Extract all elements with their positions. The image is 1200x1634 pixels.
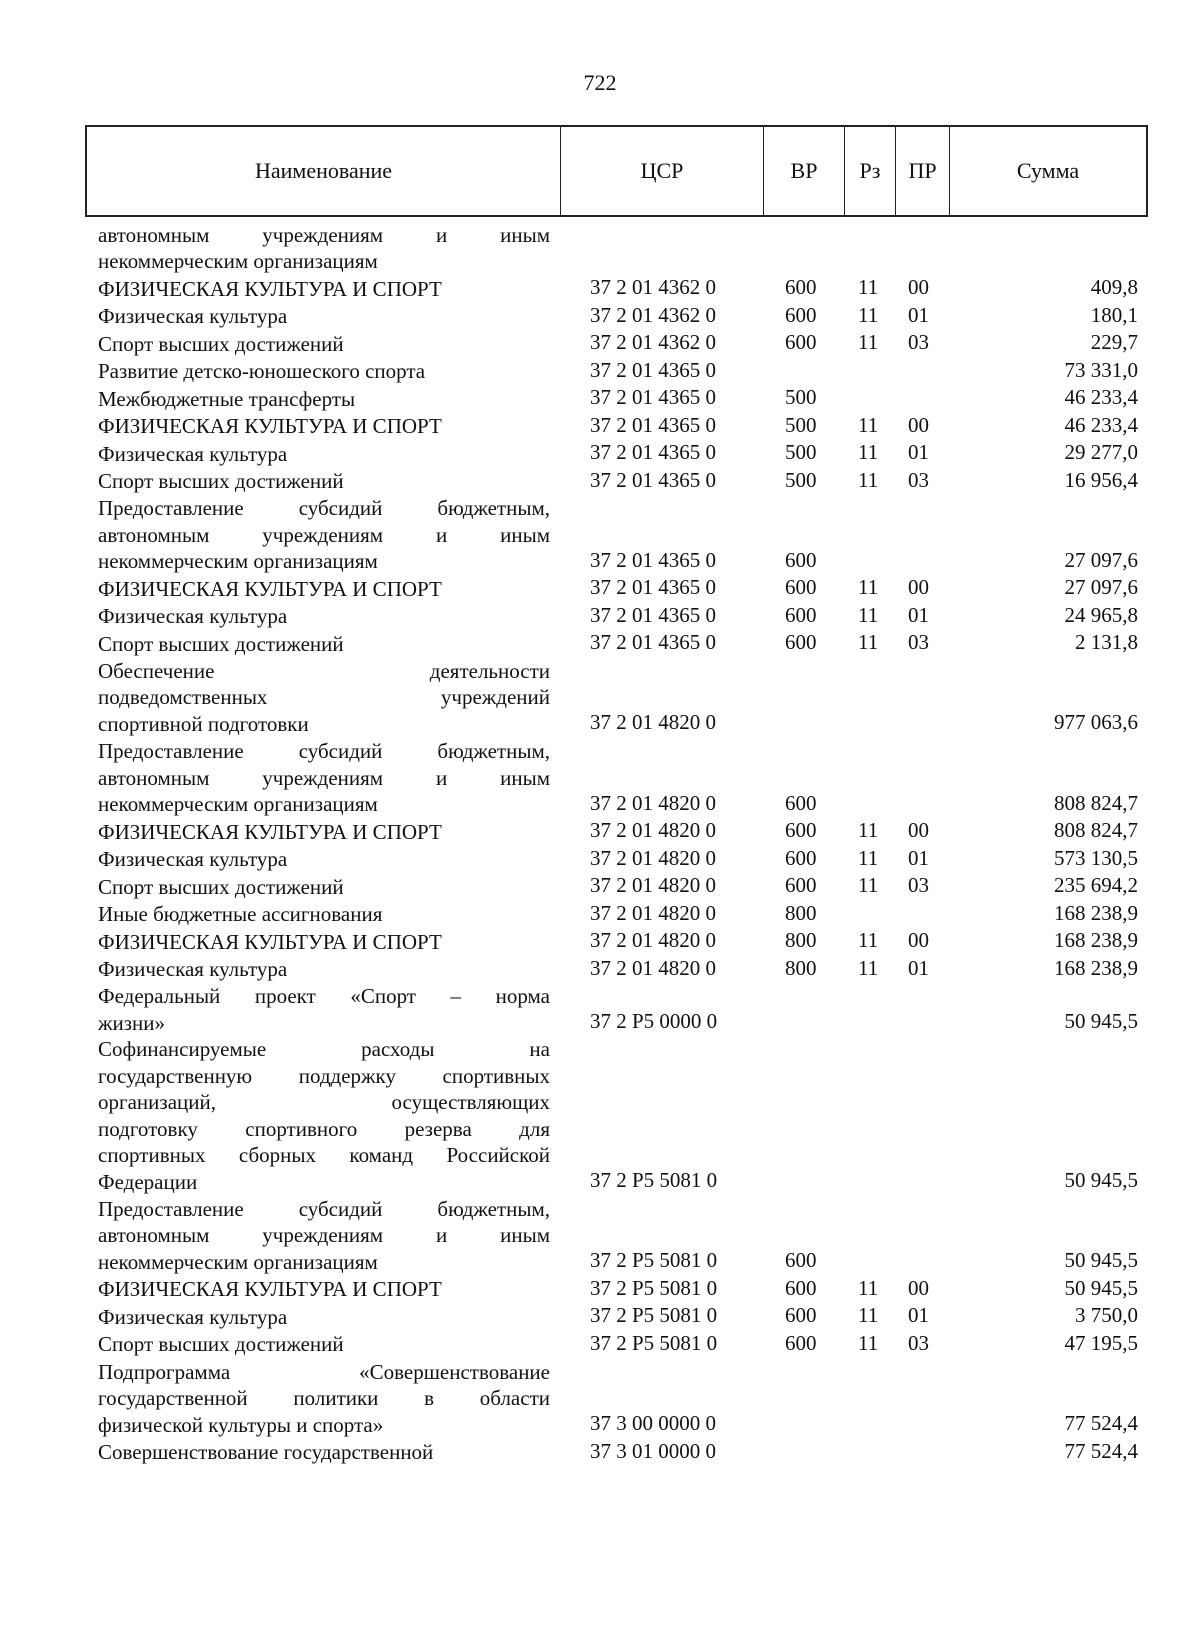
table-row — [0, 1195, 1200, 1275]
row-name — [98, 1304, 550, 1331]
row-rz: 11 — [858, 602, 879, 627]
page-number: 722 — [583, 70, 617, 95]
row-name — [98, 331, 550, 358]
row-name-line: автономным учреждениям и иным — [98, 1223, 550, 1248]
row-name-line: Спорт высших достижений — [98, 331, 344, 356]
row-rz: 11 — [858, 412, 879, 437]
row-name-line: ФИЗИЧЕСКАЯ КУЛЬТУРА И СПОРТ — [98, 414, 442, 439]
row-sum: 168 238,9 — [1054, 955, 1138, 980]
row-name — [98, 1359, 550, 1439]
row-pr: 01 — [908, 1303, 929, 1328]
row-pr: 01 — [908, 955, 929, 980]
row-sum: 3 750,0 — [1075, 1303, 1138, 1328]
row-name — [98, 276, 550, 303]
row-rz: 11 — [858, 1275, 879, 1300]
table-row — [0, 302, 1200, 330]
row-csr: 37 2 01 4365 0 — [590, 467, 716, 492]
row-name — [98, 901, 550, 928]
row-name-line: ФИЗИЧЕСКАЯ КУЛЬТУРА И СПОРТ — [98, 819, 442, 844]
row-name-line: Развитие детско-юношеского спорта — [98, 359, 426, 384]
row-name-line: Предоставление субсидий бюджетным, — [98, 1196, 550, 1221]
row-vr: 600 — [785, 1275, 817, 1300]
row-name-line: Подпрограмма «Совершенствование — [98, 1359, 550, 1384]
row-name — [98, 983, 550, 1036]
row-name-line: Предоставление субсидий бюджетным, — [98, 739, 550, 764]
table-row — [0, 575, 1200, 603]
row-csr: 37 2 01 4820 0 — [590, 790, 716, 815]
row-pr: 00 — [908, 412, 929, 437]
row-name-line: Федеральный проект «Спорт – норма — [98, 984, 550, 1009]
table-row — [0, 385, 1200, 413]
row-name — [98, 603, 550, 630]
row-csr: 37 2 01 4362 0 — [590, 275, 716, 300]
row-sum: 27 097,6 — [1064, 575, 1138, 600]
table-row — [0, 955, 1200, 983]
row-name — [98, 956, 550, 983]
row-name — [98, 1196, 550, 1276]
row-sum: 73 331,0 — [1064, 357, 1138, 382]
row-name-line: Спорт высших достижений — [98, 1332, 344, 1357]
table-row — [0, 900, 1200, 928]
row-name-line: некоммерческим организациям — [98, 1249, 378, 1274]
row-sum: 47 195,5 — [1064, 1330, 1138, 1355]
table-row — [0, 657, 1200, 737]
table-row — [0, 357, 1200, 385]
row-name-line: автономным учреждениям и иным — [98, 222, 550, 247]
row-vr: 500 — [785, 467, 817, 492]
row-name-line: некоммерческим организациям — [98, 549, 378, 574]
row-vr: 600 — [785, 818, 817, 843]
row-vr: 600 — [785, 302, 817, 327]
row-name-line: Физическая культура — [98, 1304, 288, 1329]
row-sum: 573 130,5 — [1054, 845, 1138, 870]
row-vr: 600 — [785, 790, 817, 815]
row-rz: 11 — [858, 630, 879, 655]
row-csr: 37 2 01 4820 0 — [590, 873, 716, 898]
table-row — [0, 1358, 1200, 1438]
row-vr: 600 — [785, 575, 817, 600]
table-row — [0, 873, 1200, 901]
row-pr: 00 — [908, 928, 929, 953]
table-row — [0, 495, 1200, 575]
row-csr: 37 2 01 4365 0 — [590, 602, 716, 627]
row-pr: 00 — [908, 575, 929, 600]
row-csr: 37 2 01 4820 0 — [590, 710, 716, 735]
row-csr: 37 2 P5 5081 0 — [590, 1248, 718, 1273]
row-pr: 00 — [908, 275, 929, 300]
row-sum: 977 063,6 — [1054, 710, 1138, 735]
table-row — [0, 1303, 1200, 1331]
row-sum: 409,8 — [1090, 275, 1138, 300]
row-pr: 03 — [908, 1330, 929, 1355]
row-rz: 11 — [858, 845, 879, 870]
row-vr: 800 — [785, 900, 817, 925]
header-rz: Рз — [845, 127, 896, 215]
row-rz: 11 — [858, 440, 879, 465]
table-row — [0, 467, 1200, 495]
row-name-line: Физическая культура — [98, 847, 288, 872]
row-csr: 37 2 01 4365 0 — [590, 357, 716, 382]
row-name-line: автономным учреждениям и иным — [98, 765, 550, 790]
row-pr: 00 — [908, 818, 929, 843]
row-rz: 11 — [858, 818, 879, 843]
row-name-line: жизни» — [98, 1010, 166, 1035]
row-name-line: автономным учреждениям и иным — [98, 522, 550, 547]
row-vr: 600 — [785, 1248, 817, 1273]
row-rz: 11 — [858, 302, 879, 327]
table-row — [0, 1330, 1200, 1358]
row-csr: 37 3 00 0000 0 — [590, 1411, 716, 1436]
row-csr: 37 2 P5 5081 0 — [590, 1275, 718, 1300]
row-pr: 03 — [908, 873, 929, 898]
row-sum: 50 945,5 — [1064, 1248, 1138, 1273]
row-sum: 229,7 — [1090, 330, 1138, 355]
table-row — [0, 221, 1200, 275]
row-name-line: Физическая культура — [98, 604, 288, 629]
row-sum: 168 238,9 — [1054, 900, 1138, 925]
row-name-line: Спорт высших достижений — [98, 631, 344, 656]
row-pr: 01 — [908, 440, 929, 465]
table-row — [0, 440, 1200, 468]
row-csr: 37 3 01 0000 0 — [590, 1438, 716, 1463]
row-csr: 37 2 P5 0000 0 — [590, 1009, 718, 1034]
row-csr: 37 2 01 4365 0 — [590, 547, 716, 572]
row-name — [98, 819, 550, 846]
row-rz: 11 — [858, 873, 879, 898]
row-name-line: Спорт высших достижений — [98, 874, 344, 899]
row-name-line: ФИЗИЧЕСКАЯ КУЛЬТУРА И СПОРТ — [98, 276, 442, 301]
row-csr: 37 2 01 4365 0 — [590, 630, 716, 655]
row-name — [98, 495, 550, 575]
row-sum: 50 945,5 — [1064, 1168, 1138, 1193]
table-row — [0, 1036, 1200, 1195]
row-name-line: ФИЗИЧЕСКАЯ КУЛЬТУРА И СПОРТ — [98, 576, 442, 601]
row-pr: 03 — [908, 467, 929, 492]
row-csr: 37 2 01 4365 0 — [590, 412, 716, 437]
table-row — [0, 1438, 1200, 1466]
row-vr: 500 — [785, 440, 817, 465]
row-csr: 37 2 01 4820 0 — [590, 955, 716, 980]
row-rz: 11 — [858, 275, 879, 300]
row-vr: 800 — [785, 955, 817, 980]
row-csr: 37 2 P5 5081 0 — [590, 1168, 718, 1193]
row-name-line: Обеспечение деятельности — [98, 658, 550, 683]
row-csr: 37 2 01 4365 0 — [590, 575, 716, 600]
row-pr: 03 — [908, 330, 929, 355]
row-csr: 37 2 P5 5081 0 — [590, 1330, 718, 1355]
row-name-line: спортивной подготовки — [98, 711, 309, 736]
row-name — [98, 358, 550, 385]
row-name-line: Предоставление субсидий бюджетным, — [98, 496, 550, 521]
row-sum: 27 097,6 — [1064, 547, 1138, 572]
table-row — [0, 818, 1200, 846]
table-row — [0, 1275, 1200, 1303]
row-name — [98, 1276, 550, 1303]
header-vr: ВР — [764, 127, 845, 215]
table-row — [0, 630, 1200, 658]
row-sum: 50 945,5 — [1064, 1009, 1138, 1034]
row-name — [98, 1439, 550, 1466]
row-rz: 11 — [858, 1330, 879, 1355]
header-pr: ПР — [896, 127, 950, 215]
row-pr: 01 — [908, 845, 929, 870]
row-name-line: подготовку спортивного резерва для — [98, 1116, 550, 1141]
row-name-line: Физическая культура — [98, 304, 288, 329]
row-name-line: Иные бюджетные ассигнования — [98, 902, 383, 927]
row-pr: 03 — [908, 630, 929, 655]
table-row — [0, 412, 1200, 440]
table-row — [0, 737, 1200, 817]
row-pr: 01 — [908, 302, 929, 327]
table-body — [0, 221, 1200, 1466]
row-csr: 37 2 01 4820 0 — [590, 900, 716, 925]
row-vr: 600 — [785, 275, 817, 300]
row-name-line: государственной политики в области — [98, 1386, 550, 1411]
row-pr: 00 — [908, 1275, 929, 1300]
row-name-line: спортивных сборных команд Российской — [98, 1143, 550, 1168]
row-name-line: организаций, осуществляющих — [98, 1090, 550, 1115]
row-rz: 11 — [858, 575, 879, 600]
row-sum: 46 233,4 — [1064, 412, 1138, 437]
row-name-line: государственную поддержку спортивных — [98, 1063, 550, 1088]
table-row — [0, 928, 1200, 956]
row-rz: 11 — [858, 955, 879, 980]
table-header — [85, 125, 1148, 217]
row-name-line: ФИЗИЧЕСКАЯ КУЛЬТУРА И СПОРТ — [98, 929, 442, 954]
row-name-line: Спорт высших достижений — [98, 469, 344, 494]
row-name — [98, 658, 550, 738]
row-name — [98, 1036, 550, 1195]
row-name — [98, 386, 550, 413]
header-name: Наименование — [87, 127, 561, 215]
row-name-line: Федерации — [98, 1169, 198, 1194]
row-sum: 46 233,4 — [1064, 385, 1138, 410]
table-row — [0, 275, 1200, 303]
row-name-line: подведомственных учреждений — [98, 685, 550, 710]
row-sum: 50 945,5 — [1064, 1275, 1138, 1300]
row-name-line: Физическая культура — [98, 441, 288, 466]
table-row — [0, 330, 1200, 358]
row-csr: 37 2 01 4362 0 — [590, 302, 716, 327]
row-rz: 11 — [858, 330, 879, 355]
row-csr: 37 2 P5 5081 0 — [590, 1303, 718, 1328]
row-name — [98, 738, 550, 818]
row-vr: 500 — [785, 412, 817, 437]
row-csr: 37 2 01 4820 0 — [590, 928, 716, 953]
row-name-line: некоммерческим организациям — [98, 792, 378, 817]
row-name-line: ФИЗИЧЕСКАЯ КУЛЬТУРА И СПОРТ — [98, 1277, 442, 1302]
row-sum: 808 824,7 — [1054, 818, 1138, 843]
row-name-line: Совершенствование государственной — [98, 1440, 434, 1465]
header-sum: Сумма — [1016, 158, 1080, 183]
row-name-line: Физическая культура — [98, 957, 288, 982]
row-sum: 235 694,2 — [1054, 873, 1138, 898]
row-vr: 800 — [785, 928, 817, 953]
row-csr: 37 2 01 4362 0 — [590, 330, 716, 355]
row-vr: 600 — [785, 630, 817, 655]
row-sum: 24 965,8 — [1064, 602, 1138, 627]
row-csr: 37 2 01 4365 0 — [590, 440, 716, 465]
row-name — [98, 874, 550, 901]
row-name-line: Софинансируемые расходы на — [98, 1037, 550, 1062]
row-pr: 01 — [908, 602, 929, 627]
row-vr: 600 — [785, 1303, 817, 1328]
row-sum: 77 524,4 — [1064, 1411, 1138, 1436]
row-vr: 600 — [785, 873, 817, 898]
row-sum: 168 238,9 — [1054, 928, 1138, 953]
row-name — [98, 413, 550, 440]
row-name — [98, 222, 550, 275]
row-name — [98, 441, 550, 468]
row-name-line: некоммерческим организациям — [98, 249, 378, 274]
row-sum: 16 956,4 — [1064, 467, 1138, 492]
row-rz: 11 — [858, 467, 879, 492]
header-csr: ЦСР — [561, 127, 764, 215]
row-sum: 180,1 — [1090, 302, 1138, 327]
row-vr: 500 — [785, 385, 817, 410]
row-vr: 600 — [785, 1330, 817, 1355]
row-sum: 2 131,8 — [1075, 630, 1138, 655]
row-vr: 600 — [785, 547, 817, 572]
row-name — [98, 468, 550, 495]
row-sum: 77 524,4 — [1064, 1438, 1138, 1463]
row-rz: 11 — [858, 928, 879, 953]
row-vr: 600 — [785, 845, 817, 870]
row-name — [98, 631, 550, 658]
row-name — [98, 303, 550, 330]
row-csr: 37 2 01 4365 0 — [590, 385, 716, 410]
row-name — [98, 929, 550, 956]
table-row — [0, 602, 1200, 630]
table-row — [0, 845, 1200, 873]
row-vr: 600 — [785, 330, 817, 355]
row-name-line: Межбюджетные трансферты — [98, 386, 356, 411]
row-name-line: физической культуры и спорта» — [98, 1412, 384, 1437]
row-sum: 29 277,0 — [1064, 440, 1138, 465]
row-name — [98, 1331, 550, 1358]
row-name — [98, 846, 550, 873]
row-name — [98, 576, 550, 603]
row-csr: 37 2 01 4820 0 — [590, 845, 716, 870]
row-sum: 808 824,7 — [1054, 790, 1138, 815]
row-rz: 11 — [858, 1303, 879, 1328]
row-vr: 600 — [785, 602, 817, 627]
table-row — [0, 983, 1200, 1037]
row-csr: 37 2 01 4820 0 — [590, 818, 716, 843]
